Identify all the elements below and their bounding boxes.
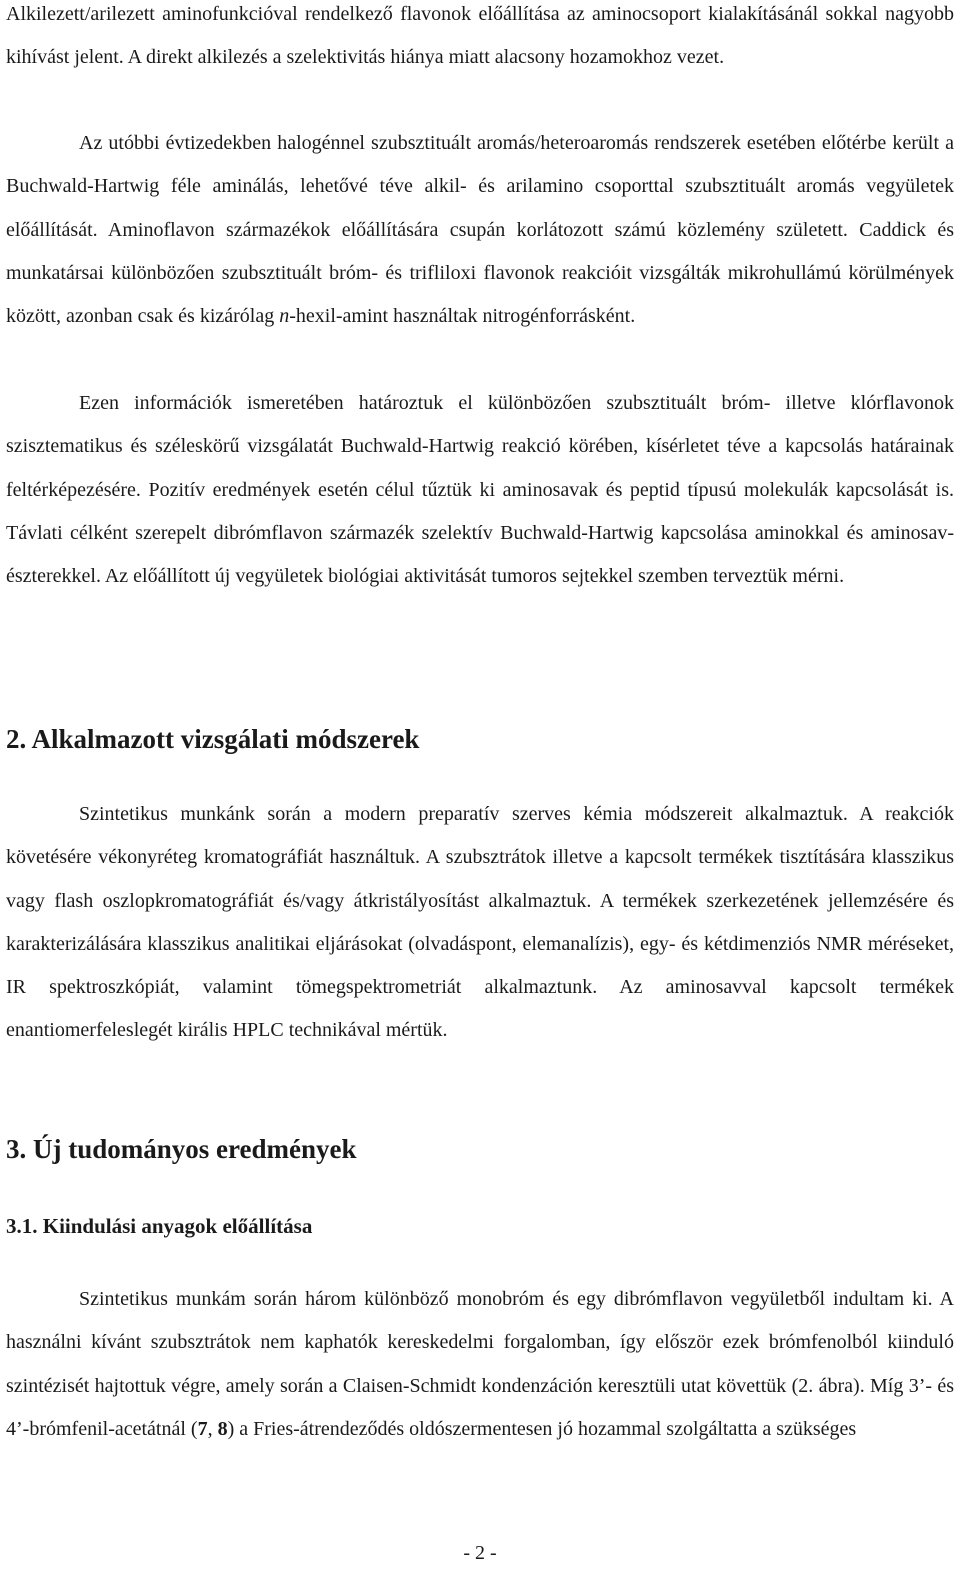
paragraph-text: Az utóbbi évtizedekben halogénnel szubsztituált aromás/heteroaromás rendszerek esetében előtérbe került a Buchwald-Hartwig féle aminálás, lehetővé téve alkil- és arilamino csoporttal szubsztituált aromás vegyületek előállítását. Aminoflavon származékok előállítására csupán korlátozott számú közlemény született. Caddick és munkatársai különbözően szubsztituált bróm- és trifliloxi flavonok reakcióit vizsgálták mikrohullámú körülmények között, azonban csak és kizárólag	[6, 132, 954, 328]
section-heading-results: 3. Új tudományos eredmények	[6, 1134, 357, 1164]
italic-n: n	[279, 305, 290, 328]
paragraph-text: -hexil-amint használtak nitrogénforrásként.	[289, 305, 636, 328]
paragraph-text: Szintetikus munkám során három különböző monobróm és egy dibrómflavon vegyületből indultam ki. A használni kívánt szubsztrátok nem kaphatók kereskedelmi forgalomban, így először ezek brómfenolból kiinduló szintézisét hajtottuk végre, amely során a Claisen-Schmidt kondenzáción keresztüli utat követtük (2. ábra). Míg 3’- és 4’-brómfenil-acetátnál (	[6, 1288, 954, 1440]
paragraph-starting-materials	[6, 1278, 954, 1451]
paragraph-research-aims: Ezen információk ismeretében határoztuk el különbözően szubsztituált bróm- illetve klórflavonok szisztematikus és széleskörű vizsgálatát Buchwald-Hartwig reakció körében, kísérletet téve a kapcsolás határainak feltérképezésére. Pozitív eredmények esetén célul tűztük ki aminosavak és peptid típusú molekulák kapcsolását is. Távlati célként szerepelt dibrómflavon származék szelektív Buchwald-Hartwig kapcsolása aminokkal és aminosav-észterekkel. Az előállított új vegyületek biológiai aktivitását tumoros sejtekkel szemben terveztük mérni.	[6, 392, 954, 588]
paragraph-text: ) a Fries-átrendeződés oldószermentesen jó hozammal szolgáltatta a szükséges	[227, 1417, 857, 1440]
page-number: - 2 -	[463, 1542, 497, 1564]
compound-number: 7	[197, 1417, 208, 1440]
paragraph-alkylated-flavones: Alkilezett/arilezett aminofunkcióval rendelkező flavonok előállítása az aminocsoport kialakításánál sokkal nagyobb kihívást jelent. A direkt alkilezés a szelektivitás hiánya miatt alacsony hozamokhoz vezet.	[6, 3, 954, 69]
section-heading-methods: 2. Alkalmazott vizsgálati módszerek	[6, 724, 420, 754]
subsection-heading-starting-materials: 3.1. Kiindulási anyagok előállítása	[6, 1214, 313, 1238]
paragraph-methods: Szintetikus munkánk során a modern preparatív szerves kémia módszereit alkalmaztuk. A reakciók követésére vékonyréteg kromatográfiát használtuk. A szubsztrátok illetve a kapcsolt termékek tisztítására klasszikus vagy flash oszlopkromatográfiát és/vagy átkristályosítást alkalmaztuk. A termékek szerkezetének jellemzésére és karakterizálására klasszikus analitikai eljárásokat (olvadáspont, elemanalízis), egy- és kétdimenziós NMR méréseket, IR spektroszkópiát, valamint tömegspektrometriát alkalmaztunk. Az aminosavval kapcsolt termékek enantiomerfeleslegét királis HPLC technikával mértük.	[6, 803, 954, 1042]
paragraph-buchwald-hartwig	[6, 122, 954, 338]
paragraph-text: ,	[207, 1417, 218, 1440]
compound-number: 8	[217, 1417, 228, 1440]
